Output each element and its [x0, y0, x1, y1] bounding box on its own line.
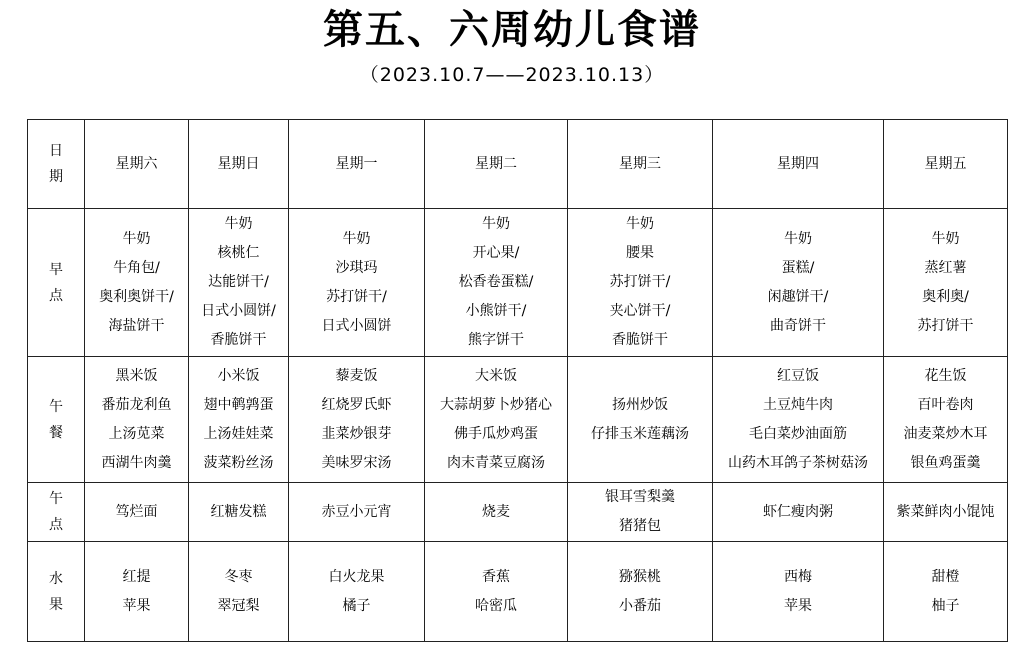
menu-item: 牛奶	[482, 216, 510, 232]
meal-row	[28, 483, 1008, 542]
menu-item: 大蒜胡萝卜炒猪心	[440, 396, 552, 413]
menu-item: 猕猴桃	[619, 568, 661, 585]
menu-item: 美味罗宋汤	[321, 454, 392, 471]
menu-item: 黑米饭	[115, 367, 158, 384]
menu-item: 香脆饼干	[612, 332, 668, 348]
menu-item: 核桃仁	[217, 245, 260, 261]
menu-cell	[425, 357, 568, 483]
menu-item: 苹果	[122, 597, 151, 614]
menu-item: 虾仁瘦肉粥	[763, 503, 833, 520]
menu-item: 开心果/	[472, 245, 520, 261]
menu-cell	[189, 483, 289, 542]
menu-cell	[568, 542, 713, 642]
menu-cell	[884, 357, 1008, 483]
menu-item: 牛奶	[784, 230, 812, 247]
menu-item: 蛋糕/	[781, 259, 815, 276]
page-title: 第五、六周幼儿食谱	[323, 7, 701, 53]
menu-item: 日式小圆饼	[321, 317, 392, 334]
meal-label-cell	[28, 542, 85, 642]
menu-item: 苏打饼干	[917, 317, 974, 334]
menu-item: 海盐饼干	[108, 317, 165, 334]
menu-item: 腰果	[626, 245, 654, 261]
menu-item: 曲奇饼干	[770, 317, 826, 334]
menu-cell	[884, 209, 1008, 357]
meal-row	[28, 542, 1008, 642]
menu-item: 笃烂面	[115, 503, 158, 520]
menu-item: 上汤苋菜	[108, 425, 165, 442]
menu-table-body	[28, 120, 1008, 642]
menu-item: 扬州炒饭	[612, 396, 668, 413]
meal-label-cell	[28, 357, 85, 483]
menu-item: 橘子	[342, 597, 371, 614]
menu-item: 西梅	[784, 568, 812, 585]
corner-label-cell	[28, 120, 85, 209]
menu-item: 肉末青菜豆腐汤	[447, 454, 545, 471]
menu-item: 烧麦	[482, 503, 510, 520]
menu-item: 苏打饼干/	[609, 274, 671, 290]
meal-label-char: 水	[49, 570, 63, 587]
menu-cell	[568, 483, 713, 542]
day-header: 星期一	[289, 120, 425, 209]
menu-item: 山药木耳鸽子茶树菇汤	[728, 454, 868, 471]
menu-item: 红糖发糕	[210, 503, 267, 520]
menu-item: 松香卷蛋糕/	[458, 274, 534, 290]
menu-item: 达能饼干/	[208, 274, 269, 290]
menu-item: 翠冠梨	[217, 597, 260, 614]
menu-item: 藜麦饭	[335, 367, 378, 384]
meal-row	[28, 357, 1008, 483]
menu-item: 香蕉	[482, 568, 510, 585]
meal-label-cell	[28, 483, 85, 542]
menu-item: 夹心饼干/	[609, 303, 671, 319]
menu-item: 牛奶	[122, 230, 151, 247]
menu-item: 白火龙果	[328, 568, 385, 585]
menu-cell	[289, 542, 425, 642]
menu-item: 小番茄	[619, 597, 661, 614]
menu-table	[27, 119, 1008, 642]
menu-item: 冬枣	[224, 568, 253, 585]
menu-item: 红提	[122, 568, 151, 585]
menu-item: 西湖牛肉羹	[101, 454, 172, 471]
menu-cell	[189, 357, 289, 483]
menu-cell	[289, 209, 425, 357]
menu-item: 日式小圆饼/	[201, 303, 276, 319]
meal-label-char: 午	[49, 491, 63, 507]
menu-item: 苏打饼干/	[326, 288, 387, 305]
meal-label-char: 点	[49, 517, 63, 533]
menu-item: 蒸红薯	[924, 259, 967, 276]
menu-item: 毛白菜炒油面筋	[749, 425, 847, 442]
menu-cell	[85, 209, 189, 357]
menu-cell	[85, 483, 189, 542]
menu-item: 熊字饼干	[468, 332, 524, 348]
menu-item: 花生饭	[924, 367, 967, 384]
menu-cell	[884, 542, 1008, 642]
menu-item: 柚子	[931, 597, 960, 614]
menu-item: 小熊饼干/	[465, 303, 527, 319]
meal-label-char: 果	[49, 596, 63, 613]
menu-cell	[713, 542, 884, 642]
menu-item: 菠菜粉丝汤	[203, 454, 274, 471]
menu-item: 大米饭	[475, 367, 517, 384]
menu-item: 甜橙	[931, 568, 960, 585]
menu-item: 牛角包/	[113, 259, 160, 276]
menu-item: 红豆饭	[777, 367, 819, 384]
menu-cell	[289, 483, 425, 542]
menu-item: 韭菜炒银芽	[321, 425, 392, 442]
menu-item: 牛奶	[931, 230, 960, 247]
menu-item: 牛奶	[626, 216, 654, 232]
menu-item: 苹果	[784, 597, 812, 614]
menu-cell	[568, 357, 713, 483]
meal-label-char: 午	[49, 398, 63, 415]
menu-cell	[189, 209, 289, 357]
menu-item: 仔排玉米莲藕汤	[591, 425, 689, 442]
menu-item: 翅中鹌鹑蛋	[203, 396, 274, 413]
menu-item: 银耳雪梨羹	[605, 489, 675, 505]
menu-cell	[713, 483, 884, 542]
menu-item: 番茄龙利鱼	[101, 396, 172, 413]
menu-item: 赤豆小元宵	[321, 503, 392, 520]
menu-item: 佛手瓜炒鸡蛋	[454, 425, 538, 442]
menu-cell	[713, 209, 884, 357]
menu-cell	[85, 542, 189, 642]
menu-item: 哈密瓜	[475, 597, 517, 614]
day-header: 星期五	[884, 120, 1008, 209]
meal-label-char: 餐	[49, 424, 63, 441]
day-header: 星期四	[713, 120, 884, 209]
menu-cell	[289, 357, 425, 483]
corner-label-char: 期	[49, 169, 63, 185]
header-row	[28, 120, 1008, 209]
date-range: （2023.10.7——2023.10.13）	[359, 64, 665, 86]
menu-item: 上汤娃娃菜	[203, 425, 274, 442]
day-header: 星期二	[425, 120, 568, 209]
menu-item: 小米饭	[217, 367, 260, 384]
menu-item: 奥利奥饼干/	[99, 288, 174, 305]
menu-cell	[189, 542, 289, 642]
day-header: 星期三	[568, 120, 713, 209]
menu-item: 香脆饼干	[210, 332, 267, 348]
meal-label-char: 早	[49, 261, 63, 278]
menu-item: 红烧罗氏虾	[321, 396, 392, 413]
meal-label-cell	[28, 209, 85, 357]
menu-cell	[85, 357, 189, 483]
menu-item: 闲趣饼干/	[767, 288, 829, 305]
menu-item: 牛奶	[224, 216, 253, 232]
menu-cell	[568, 209, 713, 357]
menu-cell	[713, 357, 884, 483]
menu-item: 土豆炖牛肉	[763, 396, 833, 413]
menu-cell	[425, 542, 568, 642]
menu-item: 奥利奥/	[922, 288, 969, 305]
menu-item: 百叶卷肉	[917, 396, 974, 413]
menu-item: 银鱼鸡蛋羹	[910, 454, 981, 471]
menu-item: 油麦菜炒木耳	[903, 425, 988, 442]
meal-label-char: 点	[49, 287, 63, 304]
day-header: 星期日	[189, 120, 289, 209]
corner-label-char: 日	[49, 143, 63, 159]
menu-item: 紫菜鲜肉小馄饨	[896, 503, 995, 520]
menu-cell	[884, 483, 1008, 542]
menu-item: 猪猪包	[619, 518, 661, 534]
menu-item: 沙琪玛	[335, 259, 378, 276]
meal-row	[28, 209, 1008, 357]
menu-item: 牛奶	[342, 230, 371, 247]
menu-cell	[425, 483, 568, 542]
day-header: 星期六	[85, 120, 189, 209]
menu-cell	[425, 209, 568, 357]
